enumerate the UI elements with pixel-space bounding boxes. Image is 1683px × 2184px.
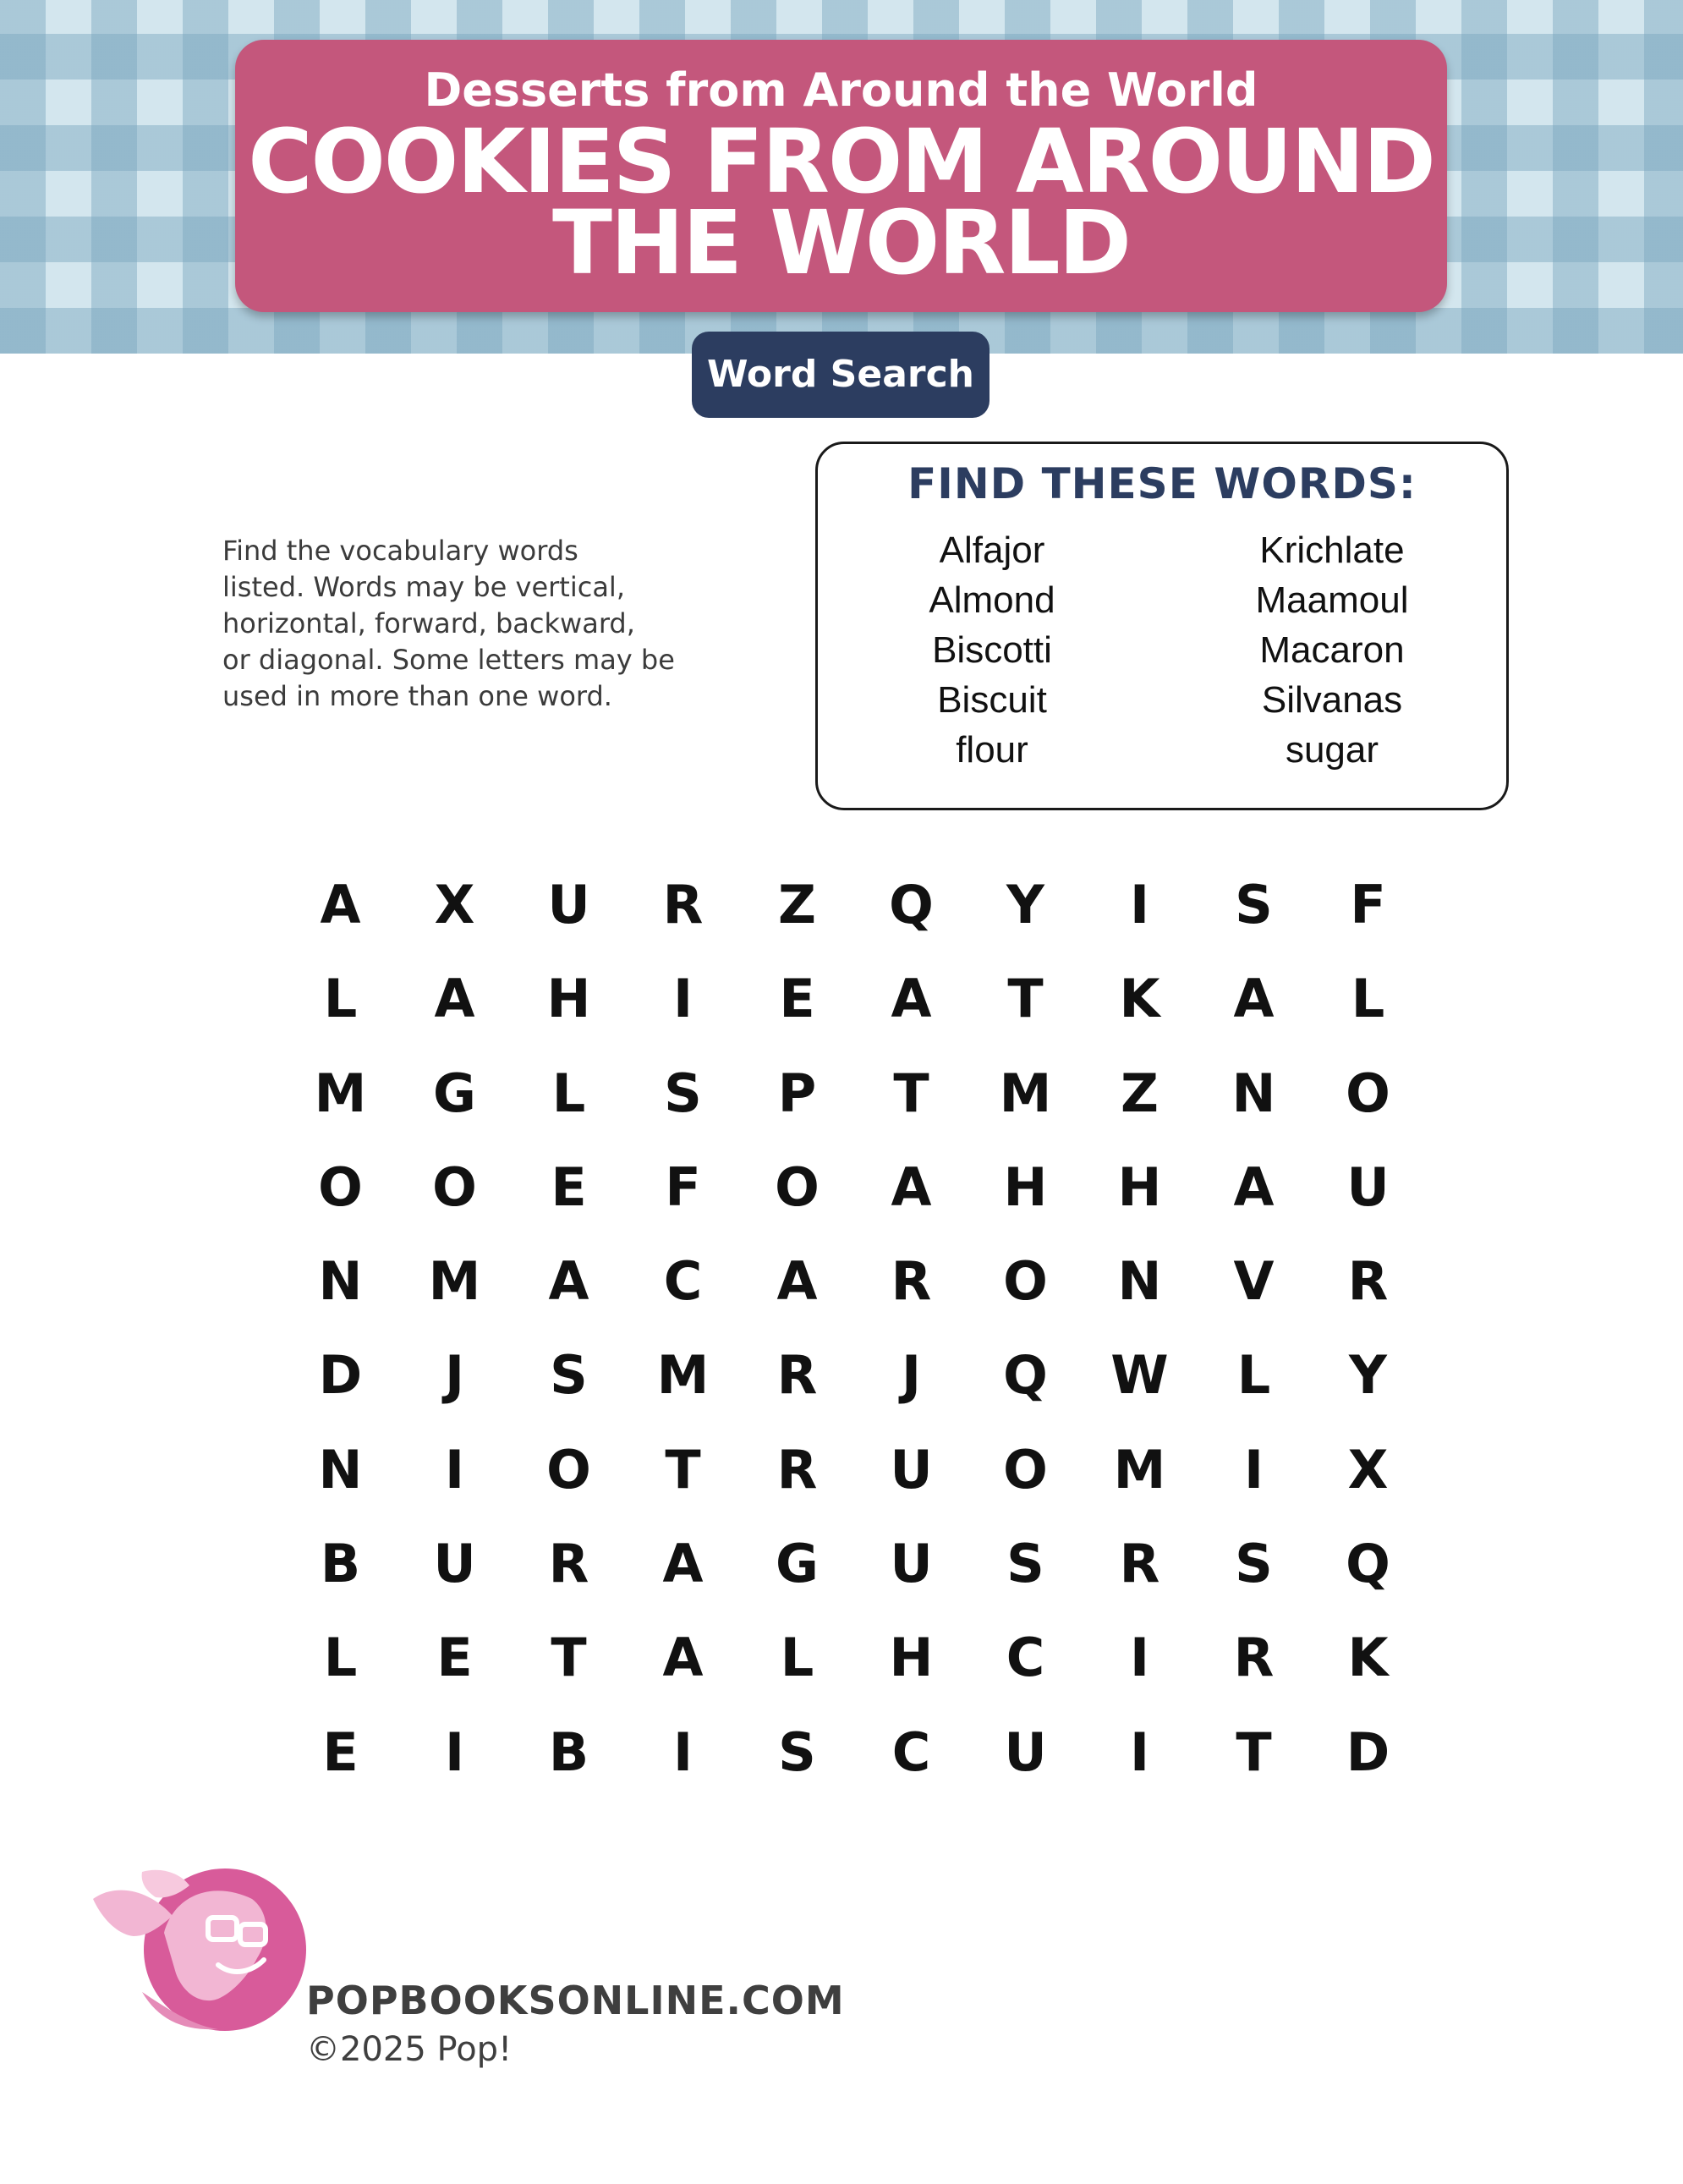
grid-letter[interactable]: E	[779, 968, 815, 1030]
grid-letter[interactable]: H	[889, 1627, 934, 1689]
grid-letter[interactable]: N	[318, 1250, 363, 1313]
grid-letter[interactable]: N	[318, 1438, 363, 1501]
grid-letter[interactable]: L	[551, 1062, 586, 1124]
grid-letter[interactable]: C	[1006, 1627, 1045, 1689]
grid-letter[interactable]: P	[777, 1062, 817, 1124]
grid-letter[interactable]: S	[778, 1720, 816, 1783]
grid-letter[interactable]: A	[662, 1533, 704, 1595]
copyright-text: ©2025 Pop!	[306, 2030, 513, 2069]
grid-letter[interactable]: R	[1347, 1250, 1389, 1313]
grid-letter[interactable]: R	[662, 874, 704, 936]
instructions-text: Find the vocabulary words listed. Words may be vertical, horizontal, forward, backward, or diagonal. Some letters may be used in more than one word.	[222, 535, 675, 712]
word-list-left-column	[865, 525, 1119, 775]
word-search-badge: Word Search	[692, 332, 990, 418]
grid-letter[interactable]: R	[776, 1438, 818, 1501]
grid-letter[interactable]: E	[436, 1627, 473, 1689]
grid-letter[interactable]: U	[890, 1438, 933, 1501]
grid-letter[interactable]: Z	[778, 874, 816, 936]
grid-letter[interactable]: S	[664, 1062, 702, 1124]
grid-letter[interactable]: M	[656, 1344, 710, 1407]
grid-letter[interactable]: Y	[1349, 1344, 1387, 1407]
grid-letter[interactable]: O	[1346, 1062, 1390, 1124]
grid-letter[interactable]: R	[548, 1533, 589, 1595]
grid-letter[interactable]: I	[672, 968, 693, 1030]
grid-letter[interactable]: S	[1235, 874, 1273, 936]
grid-letter[interactable]: N	[1117, 1250, 1162, 1313]
grid-letter[interactable]: S	[1235, 1533, 1273, 1595]
grid-letter[interactable]: I	[1129, 1720, 1150, 1783]
grid-letter[interactable]: M	[999, 1062, 1052, 1124]
grid-letter[interactable]: I	[672, 1720, 693, 1783]
grid-letter[interactable]: U	[433, 1533, 476, 1595]
grid-letter[interactable]: O	[775, 1155, 820, 1218]
grid-letter[interactable]: F	[665, 1155, 701, 1218]
grid-letter[interactable]: L	[780, 1627, 814, 1689]
grid-letter[interactable]: K	[1347, 1627, 1389, 1689]
word-list-item: Biscuit	[937, 679, 1047, 721]
page-title	[235, 110, 1447, 294]
grid-letter[interactable]: U	[1346, 1155, 1390, 1218]
grid-letter[interactable]: U	[890, 1533, 933, 1595]
grid-letter[interactable]: O	[432, 1155, 477, 1218]
grid-letter[interactable]: E	[322, 1720, 359, 1783]
grid-letter[interactable]: A	[1233, 1155, 1275, 1218]
grid-letter[interactable]: C	[663, 1250, 703, 1313]
grid-letter[interactable]: L	[1351, 968, 1385, 1030]
grid-letter[interactable]: T	[893, 1062, 929, 1124]
grid-letter[interactable]: D	[318, 1344, 363, 1407]
grid-letter[interactable]: R	[891, 1250, 932, 1313]
grid-letter[interactable]: Q	[889, 874, 934, 936]
grid-letter[interactable]: A	[548, 1250, 589, 1313]
grid-letter[interactable]: M	[428, 1250, 481, 1313]
grid-letter[interactable]: Q	[1346, 1533, 1390, 1595]
grid-letter[interactable]: B	[548, 1720, 589, 1783]
grid-letter[interactable]: N	[1231, 1062, 1276, 1124]
word-list-item: Krichlate	[1259, 530, 1405, 571]
grid-letter[interactable]: T	[551, 1627, 587, 1689]
grid-letter[interactable]: U	[1004, 1720, 1047, 1783]
grid-letter[interactable]: R	[1233, 1627, 1275, 1689]
word-list-item: flour	[956, 729, 1028, 771]
grid-letter[interactable]: U	[547, 874, 590, 936]
word-list-right-column	[1205, 525, 1459, 775]
grid-letter[interactable]: I	[1129, 874, 1150, 936]
word-list-title: FIND THESE WORDS:	[907, 459, 1417, 508]
title-banner	[235, 40, 1447, 312]
grid-letter[interactable]: X	[1347, 1438, 1389, 1501]
grid-letter[interactable]: L	[323, 1627, 358, 1689]
word-list-item: Macaron	[1259, 629, 1405, 671]
grid-letter[interactable]: L	[323, 968, 358, 1030]
grid-letter[interactable]: A	[776, 1250, 818, 1313]
grid-letter[interactable]: E	[551, 1155, 587, 1218]
website-link[interactable]: POPBOOKSONLINE.COM	[306, 1978, 845, 2023]
grid-letter[interactable]: T	[1007, 968, 1044, 1030]
page-title-line-2: THE WORLD	[551, 191, 1131, 294]
page-title-line-1: COOKIES FROM AROUND	[248, 110, 1434, 213]
grid-letter[interactable]: X	[434, 874, 475, 936]
grid-letter[interactable]: O	[546, 1438, 591, 1501]
grid-letter[interactable]: B	[320, 1533, 361, 1595]
grid-letter[interactable]: A	[320, 874, 361, 936]
word-list-item: Alfajor	[939, 530, 1045, 571]
grid-letter[interactable]: D	[1346, 1720, 1390, 1783]
grid-letter[interactable]: A	[891, 968, 932, 1030]
grid-letter[interactable]: F	[1350, 874, 1386, 936]
grid-letter[interactable]: O	[1003, 1438, 1048, 1501]
grid-letter[interactable]: I	[1129, 1627, 1150, 1689]
grid-letter[interactable]: Q	[1003, 1344, 1048, 1407]
grid-letter[interactable]: I	[444, 1720, 465, 1783]
grid-letter[interactable]: G	[776, 1533, 819, 1595]
grid-letter[interactable]: H	[546, 968, 591, 1030]
grid-letter[interactable]: C	[891, 1720, 931, 1783]
grid-letter[interactable]: J	[901, 1344, 922, 1407]
grid-letter[interactable]: O	[1003, 1250, 1048, 1313]
grid-letter[interactable]: L	[1236, 1344, 1271, 1407]
word-list-box	[815, 442, 1509, 810]
pink-kangaroo-mascot-icon	[91, 1865, 311, 2034]
grid-letter[interactable]: A	[891, 1155, 932, 1218]
grid-letter[interactable]: A	[434, 968, 475, 1030]
grid-letter[interactable]: J	[444, 1344, 465, 1407]
word-list-item: Biscotti	[932, 629, 1052, 671]
grid-letter[interactable]: S	[550, 1344, 588, 1407]
grid-letter[interactable]: R	[776, 1344, 818, 1407]
grid-letter[interactable]: H	[1117, 1155, 1162, 1218]
word-list-item: Almond	[929, 579, 1055, 621]
grid-letter[interactable]: T	[1236, 1720, 1272, 1783]
word-list-item: sugar	[1285, 729, 1379, 771]
word-list-item: Silvanas	[1261, 679, 1403, 721]
word-list-item: Maamoul	[1255, 579, 1409, 621]
word-search-grid	[283, 873, 1425, 1814]
grid-letter[interactable]: W	[1110, 1344, 1169, 1407]
grid-letter[interactable]: M	[1113, 1438, 1166, 1501]
grid-letter[interactable]: G	[433, 1062, 476, 1124]
grid-letter[interactable]: T	[665, 1438, 701, 1501]
grid-letter[interactable]: O	[318, 1155, 363, 1218]
grid-letter[interactable]: H	[1003, 1155, 1048, 1218]
grid-letter[interactable]: A	[1233, 968, 1275, 1030]
series-title: Desserts from Around the World	[424, 63, 1258, 117]
grid-letter[interactable]: S	[1006, 1533, 1044, 1595]
grid-letter[interactable]: A	[662, 1627, 704, 1689]
grid-letter[interactable]: R	[1119, 1533, 1160, 1595]
grid-letter[interactable]: Z	[1121, 1062, 1159, 1124]
grid-letter[interactable]: I	[1243, 1438, 1264, 1501]
grid-letter[interactable]: Y	[1006, 874, 1044, 936]
grid-letter[interactable]: M	[314, 1062, 367, 1124]
grid-letter[interactable]: K	[1119, 968, 1160, 1030]
grid-letter[interactable]: V	[1233, 1250, 1275, 1313]
grid-letter[interactable]: I	[444, 1438, 465, 1501]
